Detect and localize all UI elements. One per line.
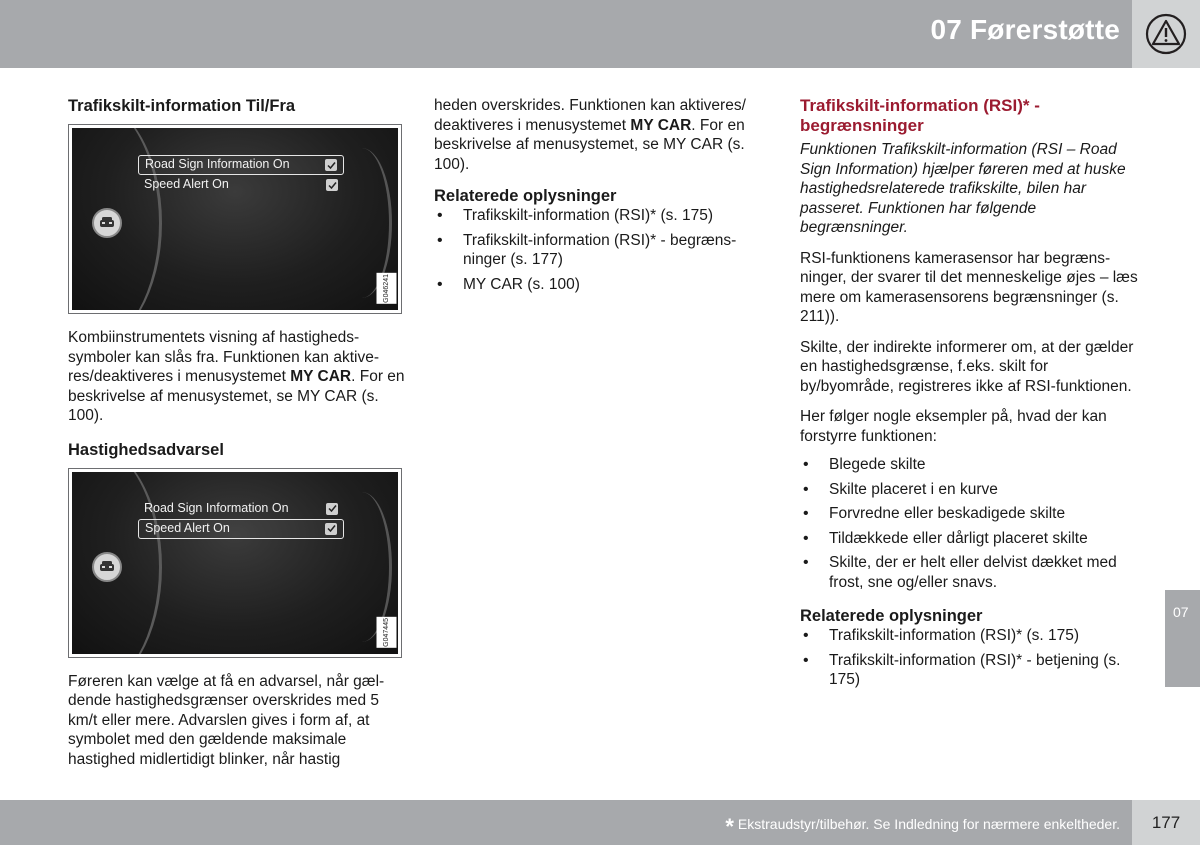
screen-figure-2 xyxy=(68,468,402,658)
related-link[interactable]: • Trafikskilt-information (RSI)* (s. 175) xyxy=(800,626,1140,646)
footnote: * Ekstraudstyr/tilbehør. Se Indledning for nærmere enkeltheder. xyxy=(725,814,1120,839)
related-heading: Relaterede oplysninger xyxy=(434,187,617,205)
page-number: 177 xyxy=(1132,800,1200,845)
screen-figure-1 xyxy=(68,124,402,314)
paragraph-speed-alert: Føreren kan vælge at få en advarsel, når gældende hastighedsgrænser overskrides med 5 km/t eller mere. Advarslen gives i form af, at symbolet med den gældende maksimale hastighed midlertidigt blinker, når hastig xyxy=(68,672,385,768)
car-icon xyxy=(92,208,122,238)
related-link[interactable]: • Trafikskilt-information (RSI)* (s. 175) xyxy=(434,206,770,226)
warning-triangle-icon xyxy=(1132,0,1200,68)
section-heading-on-off: Trafikskilt-information Til/Fra xyxy=(68,97,296,115)
page-header xyxy=(0,0,1200,68)
list-item: • Tildækkede eller dårligt placeret skilte xyxy=(800,529,1140,549)
car-icon xyxy=(92,552,122,582)
instrument-display xyxy=(72,128,398,310)
section-heading-limitations: Trafikskilt-information (RSI)* - begrænsninger xyxy=(800,96,1040,135)
menu-row-speed-alert: Speed Alert On xyxy=(138,519,344,539)
menu-row-road-sign: Road Sign Information On xyxy=(138,499,344,519)
paragraph-on-off: Kombiinstrumentets visning af hastighedssymboler kan slås fra. Funktionen kan aktiveres/deaktiveres i menusystemet MY CAR. For en beskrivelse af menusystemet, se MY CAR (s. 100). xyxy=(68,329,405,424)
figure-code: G047445 xyxy=(377,617,397,648)
related-list xyxy=(434,206,770,294)
column-2 xyxy=(434,96,770,302)
chapter-tab: 07 xyxy=(1165,590,1200,687)
paragraph-continued: heden overskrides. Funktionen kan aktiveres/ deaktiveres i menusystemet MY CAR. For en beskrivelse af menusystemet, se MY CAR (s. 100). xyxy=(434,97,746,173)
related-link[interactable]: • Trafikskilt-information (RSI)* - betjening (s. 175) xyxy=(800,651,1140,690)
column-3 xyxy=(800,96,1140,698)
checkbox-checked-icon xyxy=(325,523,337,535)
chapter-title: 07 Førerstøtte xyxy=(930,14,1120,45)
related-link[interactable]: • MY CAR (s. 100) xyxy=(434,275,770,295)
paragraph-indirect: Skilte, der indirekte informerer om, at der gælder en hastighedsgrænse, f.eks. skilt for by/byområde, registreres ikke af RSI-funktionen. xyxy=(800,338,1134,395)
list-item: • Skilte, der er helt eller delvist dækket med frost, sne og/eller snavs. xyxy=(800,553,1140,592)
paragraph-examples-intro: Her følger nogle eksempler på, hvad der kan forstyrre funktionen: xyxy=(800,408,1107,445)
checkbox-checked-icon xyxy=(326,503,338,515)
checkbox-checked-icon xyxy=(325,159,337,171)
checkbox-checked-icon xyxy=(326,179,338,191)
paragraph-camera: RSI-funktionens kamerasensor har begrænsninger, der svarer til det menneskelige øjes – læs mere om kamerasensorens begrænsninger (s. 211)). xyxy=(800,249,1138,325)
related-link[interactable]: • Trafikskilt-information (RSI)* - begrænsninger (s. 177) xyxy=(434,231,770,270)
examples-list xyxy=(800,455,1140,592)
section-heading-speed-alert: Hastighedsadvarsel xyxy=(68,440,224,459)
menu-row-speed-alert: Speed Alert On xyxy=(138,175,344,195)
intro-italic: Funktionen Trafikskilt-information (RSI – Road Sign Information) hjælper føreren med at huske hastighedsrelaterede trafikskilte, bilen har passeret. Funktionen har følgende begrænsninger. xyxy=(800,141,1126,236)
list-item: • Skilte placeret i en kurve xyxy=(800,480,1140,500)
related-list xyxy=(800,626,1140,690)
list-item: • Blegede skilte xyxy=(800,455,1140,475)
list-item: • Forvredne eller beskadigede skilte xyxy=(800,504,1140,524)
figure-code: G046241 xyxy=(377,273,397,304)
column-1 xyxy=(68,96,408,777)
instrument-display xyxy=(72,472,398,654)
related-heading: Relaterede oplysninger xyxy=(800,607,983,625)
page-footer xyxy=(0,800,1200,845)
menu-row-road-sign: Road Sign Information On xyxy=(138,155,344,175)
